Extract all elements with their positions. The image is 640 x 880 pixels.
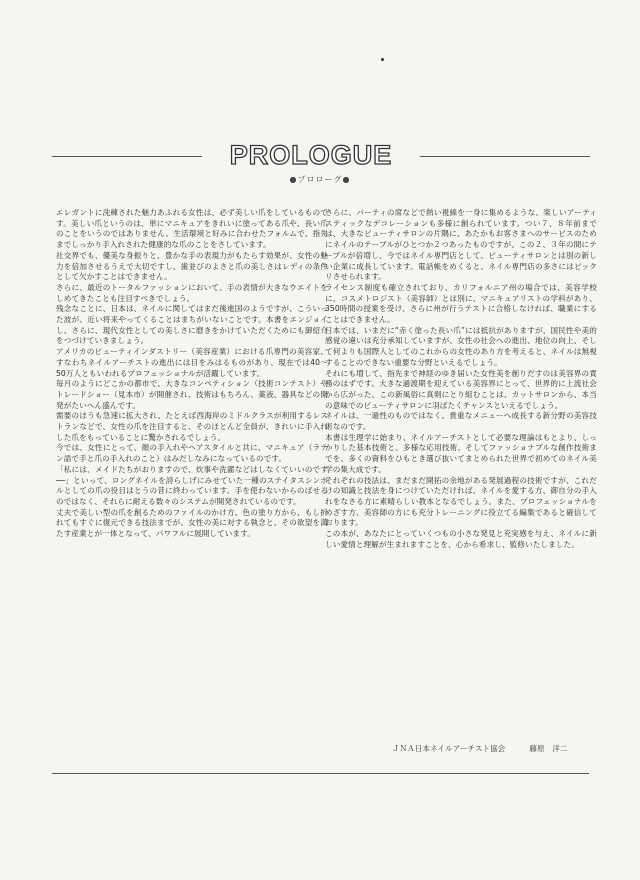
paragraph: ネイルは、一過性のものではなく、貴重なメニューへ成長する新分野の美容技術なのです。 bbox=[325, 411, 597, 432]
paragraph: ライセンス制度も確立されており、カリフォルニア州の場合では、美容学校に、コスメトロジスト（美容師）とは別に、マニキュアリストの学科があり、350時間の授業を受け、さらに州が行うテストに合格しなければ、職業にすることはできません。 bbox=[325, 282, 597, 325]
title-rule-right bbox=[420, 156, 590, 157]
paragraph: この本が、あなたにとっていくつもの小さな発見と充実感を与え、ネイルに新しい愛情と理解が生まれますことを、心から希求し、監修いたしました。 bbox=[325, 529, 597, 549]
page-subtitle: ●プロローグ● bbox=[289, 175, 351, 184]
signature-block bbox=[392, 743, 632, 754]
paragraph: 今では、女性にとって、顔の手入れやヘアスタイルと共に、マニキュア（ラテン語で手と爪の手入れのこと）はみだしなみになっているのです。 bbox=[56, 443, 328, 464]
paragraph: アメリカのビューティインダストリー（美容産業）における爪専門の美容家、すなわちネイルアーチストの進出には目をみはるものがあり、現在では40〜50万人ともいわれるプロフェッショナルが活躍しています。 bbox=[56, 347, 328, 378]
page-title: PROLOGUE bbox=[229, 140, 393, 170]
paragraph: 社交界でも、優美な身振りと、豊かな手の表現力がもたらす効果が、女性の魅力を倍加させるうえで大切ですし、歯並びのよさと爪の美しさはレディの条件として欠かすことはできません。 bbox=[56, 250, 328, 282]
paragraph: 需要のほうも急速に拡大され、たとえば西海岸のミドルクラスが利用するレストランなどで、女性の爪を注目すると、そのほとんど全員が、きれいに手入れした爪をもっていることに驚かされるでしょう。 bbox=[56, 411, 328, 442]
paragraph: 日本では、いまだに“赤く塗った長い爪”には抵抗がありますが、国民性や美的感覚の違いは充分承知していますが、女性の社会への進出、地位の向上、そして何よりも国際人としてのこれからの女性のあり方を考えると、ネイルは無視することのできない重要な分野といえるでしょう。 bbox=[325, 325, 597, 367]
prologue-header bbox=[0, 140, 640, 200]
paragraph: エレガントに洗練された魅力あふれる女性は、必ず美しい爪をしているものです。美しい爪というのは、単にマニキュアをきれいに塗ってある爪や、長い爪のことをいうのではありません。生活環境と好みに合わせたフォルムで、指先までしっかり手入れされた健康的な爪のことをさしています。 bbox=[56, 208, 328, 250]
page-speck bbox=[381, 58, 384, 61]
paragraph: それぞれの技法は、まだまだ開拓の余地がある発展過程の技術ですが、これだけの知識と技法を身につけていただければ、ネイルを愛する方、御自分の手入れをなさる方に素晴らしい教本となるでしょう。また、プロフェッショナルをめざす方、美容師の方にも充分トレーニングに役立てる編集であると確信しております。 bbox=[325, 475, 597, 528]
title-rule-left bbox=[52, 156, 202, 157]
right-text-column bbox=[325, 208, 597, 551]
paragraph: 毎月のようにどこかの都市で、大きなコンペティション（技術コンテスト）やトレードショー（見本市）が開催され、技術はもちろん、薬液、器具などの開発がたいへん盛んです。 bbox=[56, 379, 328, 410]
left-text-column bbox=[56, 208, 328, 540]
signature-organization: ＪＮＡ日本ネイルアーチスト協会 bbox=[392, 744, 506, 753]
paragraph: さらに、最近のトータルファッションにおいて、手の表情が大きなウエイトをしめてきたことも注目すべきでしょう。 bbox=[56, 282, 328, 303]
paragraph: 本書は生理学に始まり、ネイルアーチストとして必要な理論はもとより、しっかりした基本技術と、多様な応用技術、そしてファッショナブルな創作技術までを、多くの資料をひもとき選び抜いてまとめられた世界で初めてのネイル美学の集大成です。 bbox=[325, 432, 597, 474]
paragraph: さらに、パーティの席などで熱い視線を一身に集めるような、楽しいアーティスティックなデコレーションも多様に創られています。つい７、８年前までは、大きなビューティサロンの片隅に、あたかもお客さまへのサービスのためにネイルのテーブルがひとつか２つあったものですが、この２、３年の間にテーブルが倍増し、今ではネイル専門店として、ビューティサロンとは別の新しい企業に成長しています。電話帳をめくると、ネイル専門店の多さにはビックリさせられます。 bbox=[325, 208, 597, 282]
paragraph: 残念なことに、日本は、ネイルに関してはまだ後進国のようですが、こういった波が、近い将来やってくることはまちがいないことです。本書をエンジョイし、さらに、現代女性としての美しさに磨きをかけていただくためにも御紹介をつづけていきましょう。 bbox=[56, 304, 328, 346]
paragraph: 丈夫で美しい型の爪を創るためのファイルのかけ方、色の塗り方から、もし折れてもすぐに復元できる技法までが、女性の美に対する執念と、その欲望を満たす産業とが一体となって、パワフルに展開しています。 bbox=[56, 507, 328, 539]
signature-name: 藤原 洋二 bbox=[529, 744, 568, 753]
bottom-rule bbox=[52, 773, 589, 774]
paragraph: それにも増して、指先まで神経のゆき届いた女性美を創りだすのは美容界の責務のはずです。大きな過渡期を迎えている美容界にとって、世界的に上流社会から広がった、この新風俗に真剣にとり組むことは、カットサロンから、本当の意味でのビューティサロンに羽ばたくチャンスといえるでしょう。 bbox=[325, 368, 597, 410]
paragraph: 「私には、メイドたちがおりますので、炊事や洗濯などはしなくていいのです──」といって、ロングネイルを誇らしげにみせていた一種のステイタスシンボルとしての爪の役目はとうの昔に終わっています。手を使わないからのばせるのではなく、それらに耐える数々のシステムが開発されているのです。 bbox=[56, 464, 328, 506]
